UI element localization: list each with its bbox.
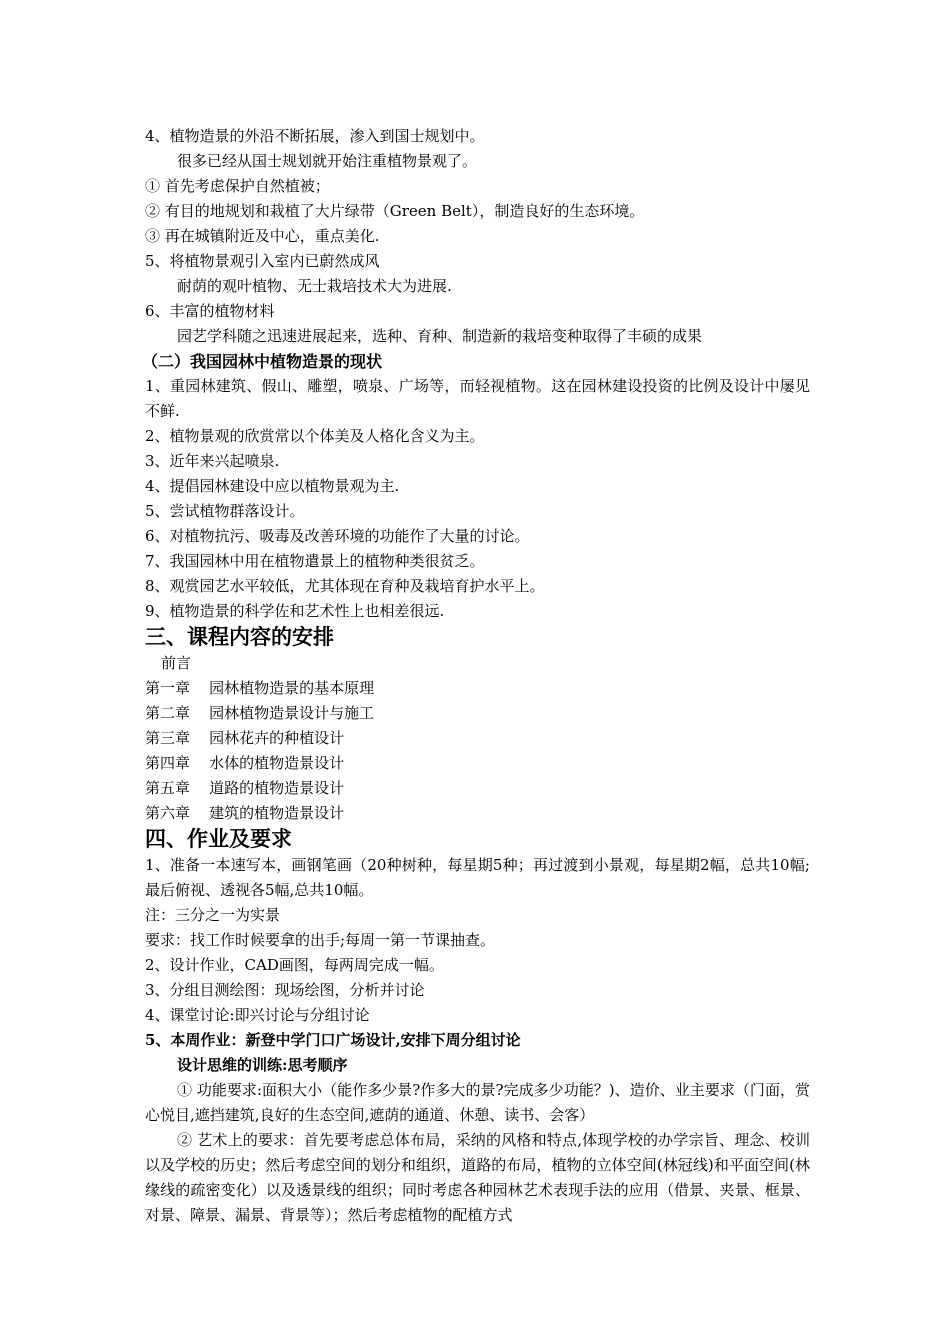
section-heading-homework: 四、作业及要求	[145, 827, 292, 851]
artistic-requirement: ② 艺术上的要求：首先要考虑总体布局，采纳的风格和特点,体现学校的办学宗旨、理念、校训以及学校的历史；然后考虑空间的划分和组织，道路的布局，植物的立体空间(林冠线)和平面空间(林缘线的疏密变化）以及透景线的组织；同时考虑各种园林艺术表现手法的应用（借景、夹景、框景、对景、障景、漏景、背景等）；然后考虑植物的配植方式	[145, 1131, 810, 1224]
paragraph-item-4: 4、植物造景的外沿不断拓展，渗入到国士规划中。	[145, 127, 485, 145]
section-heading-course: 三、课程内容的安排	[145, 625, 334, 649]
homework-item-3: 3、分组目测绘图：现场绘图，分析并讨论	[145, 981, 425, 999]
paragraph-item-6-detail: 园艺学科随之迅速进展起来，选种、育种、制造新的栽培变种取得了丰硕的成果	[177, 327, 703, 345]
status-item-2: 2、植物景观的欣赏常以个体美及人格化含义为主。	[145, 427, 485, 445]
chapter-4: 第四章 水体的植物造景设计	[145, 754, 345, 772]
design-thinking-title: 设计思维的训练:思考顺序	[177, 1056, 348, 1074]
chapter-1: 第一章 园林植物造景的基本原理	[145, 679, 375, 697]
chapter-3: 第三章 园林花卉的种植设计	[145, 729, 345, 747]
homework-item-4: 4、课堂讨论:即兴讨论与分组讨论	[145, 1006, 370, 1024]
section-heading-status: （二）我国园林中植物造景的现状	[142, 352, 383, 371]
status-item-6: 6、对植物抗污、吸毒及改善环境的功能作了大量的讨论。	[145, 527, 530, 545]
circled-item-2: ② 有目的地规划和栽植了大片绿带（Green Belt），制造良好的生态环境。	[145, 202, 645, 220]
course-preface: 前言	[161, 654, 192, 672]
document-body	[142, 124, 810, 1228]
homework-item-1: 1、准备一本速写本，画钢笔画（20种树种，每星期5种；再过渡到小景观，每星期2幅，总共10幅;最后俯视、透视各5幅,总共10幅。	[145, 856, 810, 899]
paragraph-item-5: 5、将植物景观引入室内已蔚然成风	[145, 252, 380, 270]
status-item-3: 3、近年来兴起喷泉.	[145, 452, 280, 470]
status-item-4: 4、提倡园林建设中应以植物景观为主.	[145, 477, 400, 495]
homework-note: 注：三分之一为实景	[145, 906, 281, 924]
chapter-6: 第六章 建筑的植物造景设计	[145, 804, 345, 822]
circled-item-3: ③ 再在城镇附近及中心，重点美化.	[145, 227, 380, 245]
status-item-7: 7、我国园林中用在植物遣景上的植物种类很贫乏。	[145, 552, 485, 570]
circled-item-1: ① 首先考虑保护自然植被；	[145, 177, 330, 195]
status-item-8: 8、观赏园艺水平较低，尤其体现在育种及栽培育护水平上。	[145, 577, 545, 595]
functional-requirement: ① 功能要求:面积大小（能作多少景?作多大的景?完成多少功能？)、造价、业主要求（门面，赏心悦目,遮挡建筑,良好的生态空间,遮荫的通道、休憩、读书、会客）	[145, 1081, 810, 1124]
homework-item-2: 2、设计作业，CAD画图，每两周完成一幅。	[145, 956, 444, 974]
chapter-2: 第二章 园林植物造景设计与施工	[145, 704, 375, 722]
paragraph-item-5-detail: 耐荫的观叶植物、无士栽培技术大为进展.	[177, 277, 452, 295]
homework-item-5: 5、本周作业：新登中学门口广场设计,安排下周分组讨论	[145, 1031, 521, 1049]
paragraph-item-4-detail: 很多已经从国士规划就开始注重植物景观了。	[177, 152, 478, 170]
status-item-5: 5、尝试植物群落设计。	[145, 502, 305, 520]
status-item-9: 9、植物造景的科学佐和艺术性上也相差很远.	[145, 602, 445, 620]
status-item-1: 1、重园林建筑、假山、雕塑，喷泉、广场等，而轻视植物。这在园林建设投资的比例及设计中屡见不鲜.	[145, 377, 810, 420]
chapter-5: 第五章 道路的植物造景设计	[145, 779, 345, 797]
homework-requirement: 要求：找工作时候要拿的出手;每周一第一节课抽查。	[145, 931, 496, 949]
paragraph-item-6: 6、丰富的植物材料	[145, 302, 275, 320]
